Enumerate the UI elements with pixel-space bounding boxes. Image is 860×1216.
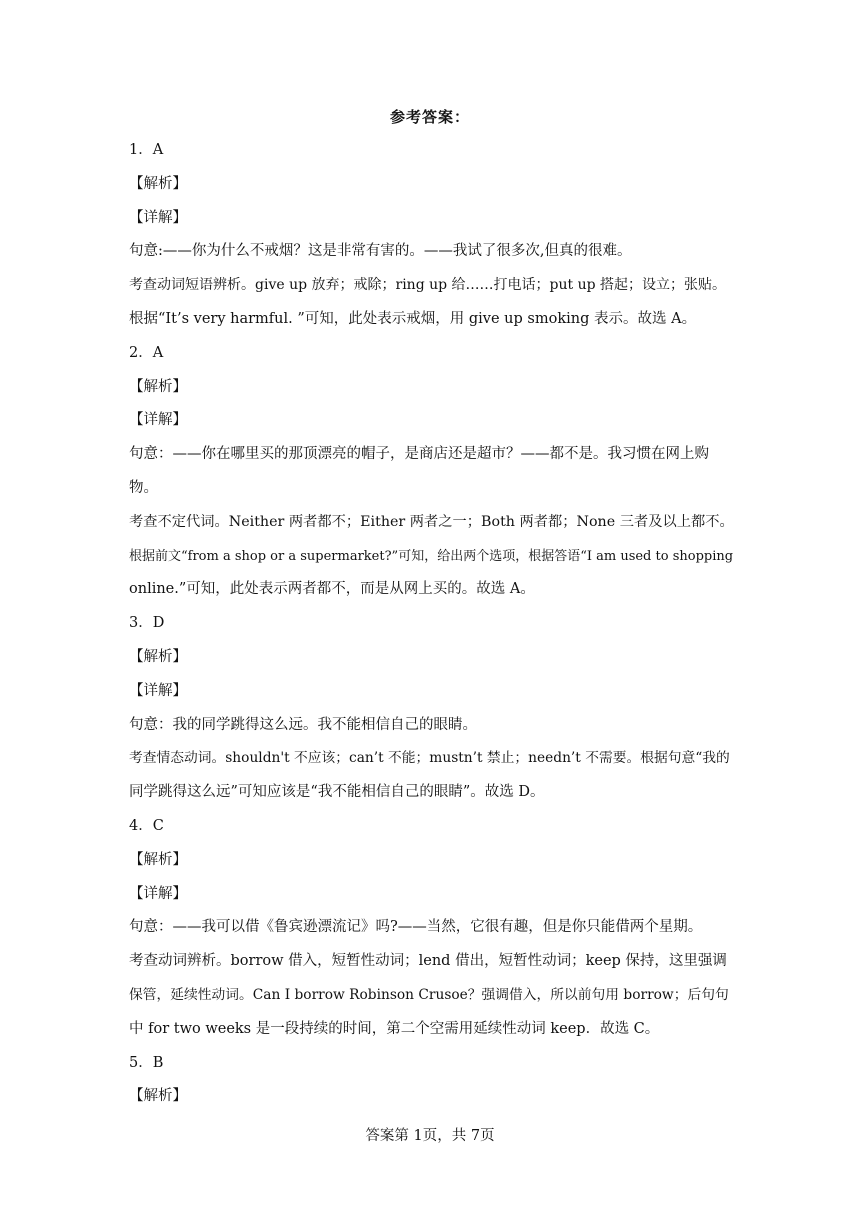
item-number: 1．A <box>129 142 164 158</box>
explanation-line: 根据“It’s very harmful. ”可知，此处表示戒烟，用 give up smoking 表示。故选 A。 <box>129 310 697 327</box>
item-number: 5．B <box>129 1054 164 1071</box>
analysis-label: 【解析】 <box>129 851 187 868</box>
explanation-line: 同学跳得这么远”可知应该是“我不能相信自己的眼睛”。故选 D。 <box>129 784 545 801</box>
explanation-line: 考查动词短语辨析。give up 放弃；戒除；ring up 给……打电话；put up 搭起；设立；张贴。 <box>129 277 727 294</box>
explanation-line: 中 for two weeks 是一段持续的时间，第二个空需用延续性动词 keep．故选 C。 <box>129 1020 660 1037</box>
explanation-line: 考查情态动词。shouldn't 不应该；can’t 不能；mustn’t 禁止；needn’t 不需要。根据句意“我的 <box>129 750 730 767</box>
page-footer: 答案第 1页，共 7页 <box>365 1128 495 1144</box>
explanation-line: 句意：——我可以借《鲁宾逊漂流记》吗?——当然，它很有趣，但是你只能借两个星期。 <box>129 919 703 936</box>
detail-label: 【详解】 <box>129 885 187 902</box>
analysis-label: 【解析】 <box>129 378 187 395</box>
analysis-label: 【解析】 <box>129 648 187 665</box>
analysis-label: 【解析】 <box>129 175 187 192</box>
explanation-line: 句意:——你为什么不戒烟？这是非常有害的。——我试了很多次,但真的很难。 <box>129 243 632 260</box>
page-title: 参考答案： <box>389 108 470 126</box>
item-number: 3．D <box>129 615 165 632</box>
explanation-line: 考查不定代词。Neither 两者都不；Either 两者之一；Both 两者都；None 三者及以上都不。 <box>129 513 734 530</box>
item-number: 4．C <box>129 817 164 834</box>
explanation-line: 保管，延续性动词。Can I borrow Robinson Crusoe？强调借入，所以前句用 borrow；后句句 <box>129 986 729 1003</box>
explanation-line: 物。 <box>129 479 158 496</box>
explanation-line: 句意：——你在哪里买的那顶漂亮的帽子，是商店还是超市？——都不是。我习惯在网上购 <box>129 446 709 463</box>
item-number: 2．A <box>129 344 164 361</box>
explanation-line: 句意：我的同学跳得这么远。我不能相信自己的眼睛。 <box>129 716 477 733</box>
detail-label: 【详解】 <box>129 682 187 699</box>
explanation-line: 根据前文“from a shop or a supermarket?”可知，给出两个选项，根据答语“I am used to shopping <box>129 548 734 564</box>
analysis-label: 【解析】 <box>129 1088 187 1105</box>
explanation-line: 考查动词辨析。borrow 借入，短暂性动词；lend 借出，短暂性动词；keep 保持，这里强调 <box>129 953 727 970</box>
explanation-line: online.”可知，此处表示两者都不，而是从网上买的。故选 A。 <box>129 581 535 598</box>
detail-label: 【详解】 <box>129 412 187 429</box>
detail-label: 【详解】 <box>129 209 187 226</box>
answer-content <box>129 134 735 1114</box>
